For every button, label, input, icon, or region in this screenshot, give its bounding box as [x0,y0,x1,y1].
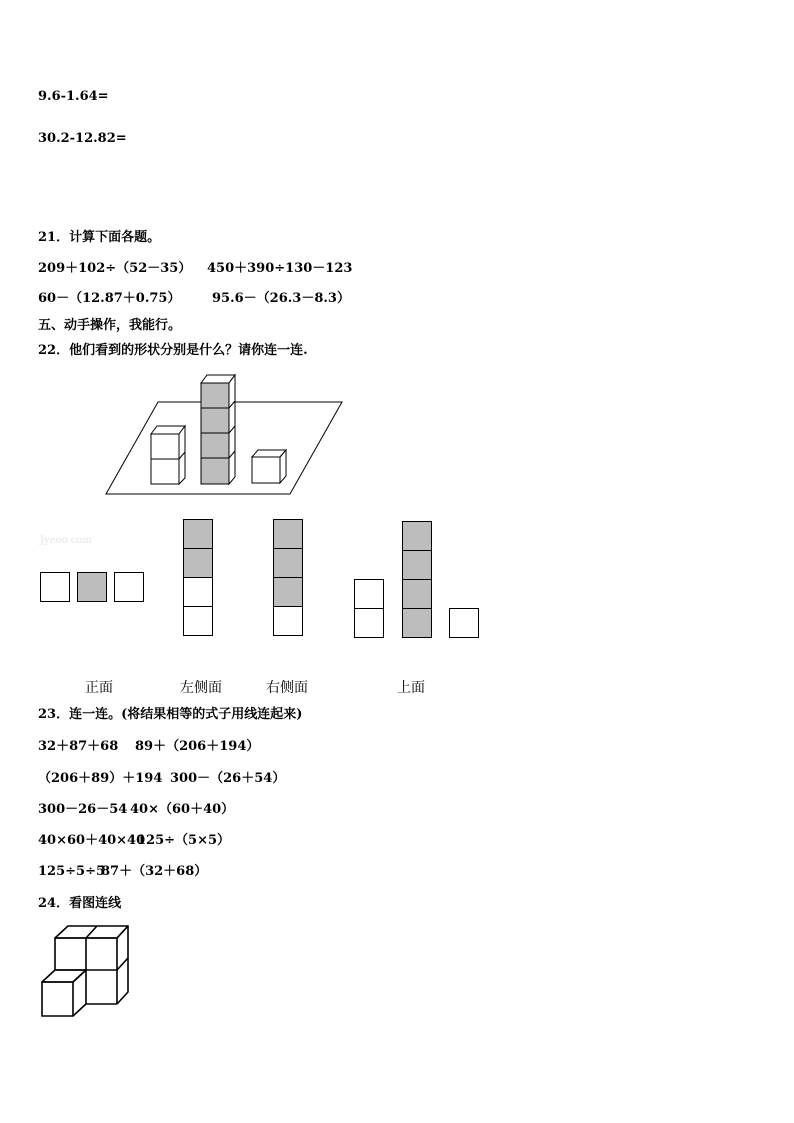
q24-title: 24．看图连线 [38,896,122,911]
q23-left-5: 125÷5÷5 [38,864,106,879]
exercise-2: 30.2-12.82= [38,131,127,146]
caption-right-side: 右侧面 [266,680,308,696]
exercise-1: 9.6-1.64= [38,89,109,104]
q21-title: 21．计算下面各题。 [38,230,161,245]
section-5-heading: 五、动手操作，我能行。 [38,318,182,333]
q22-title: 22．他们看到的形状分别是什么？请你连一连. [38,343,308,358]
watermark-text: Jyeoo.com [40,535,92,546]
caption-top: 上面 [397,680,425,696]
q23-right-5: 87＋（32＋68） [101,864,208,879]
q23-title: 23．连一连。(将结果相等的式子用线连起来) [38,707,303,722]
q23-left-2: （206＋89）＋194 [38,771,163,786]
q23-right-3: 40×（60＋40） [130,802,235,817]
q21-expr-3: 60－（12.87＋0.75） [38,291,181,306]
q21-expr-1: 209＋102÷（52－35） [38,261,192,276]
q23-right-1: 89＋（206＋194） [135,739,260,754]
q23-right-4: 125÷（5×5） [137,833,231,848]
q23-left-3: 300－26－54 [38,802,128,817]
caption-front: 正面 [85,680,113,696]
q21-expr-2: 450＋390÷130－123 [207,261,353,276]
q21-expr-4: 95.6－（26.3－8.3） [212,291,350,306]
q23-right-2: 300－（26＋54） [170,771,286,786]
caption-left-side: 左侧面 [180,680,222,696]
q23-left-1: 32＋87＋68 [38,739,119,754]
q23-left-4: 40×60＋40×40 [38,833,146,848]
